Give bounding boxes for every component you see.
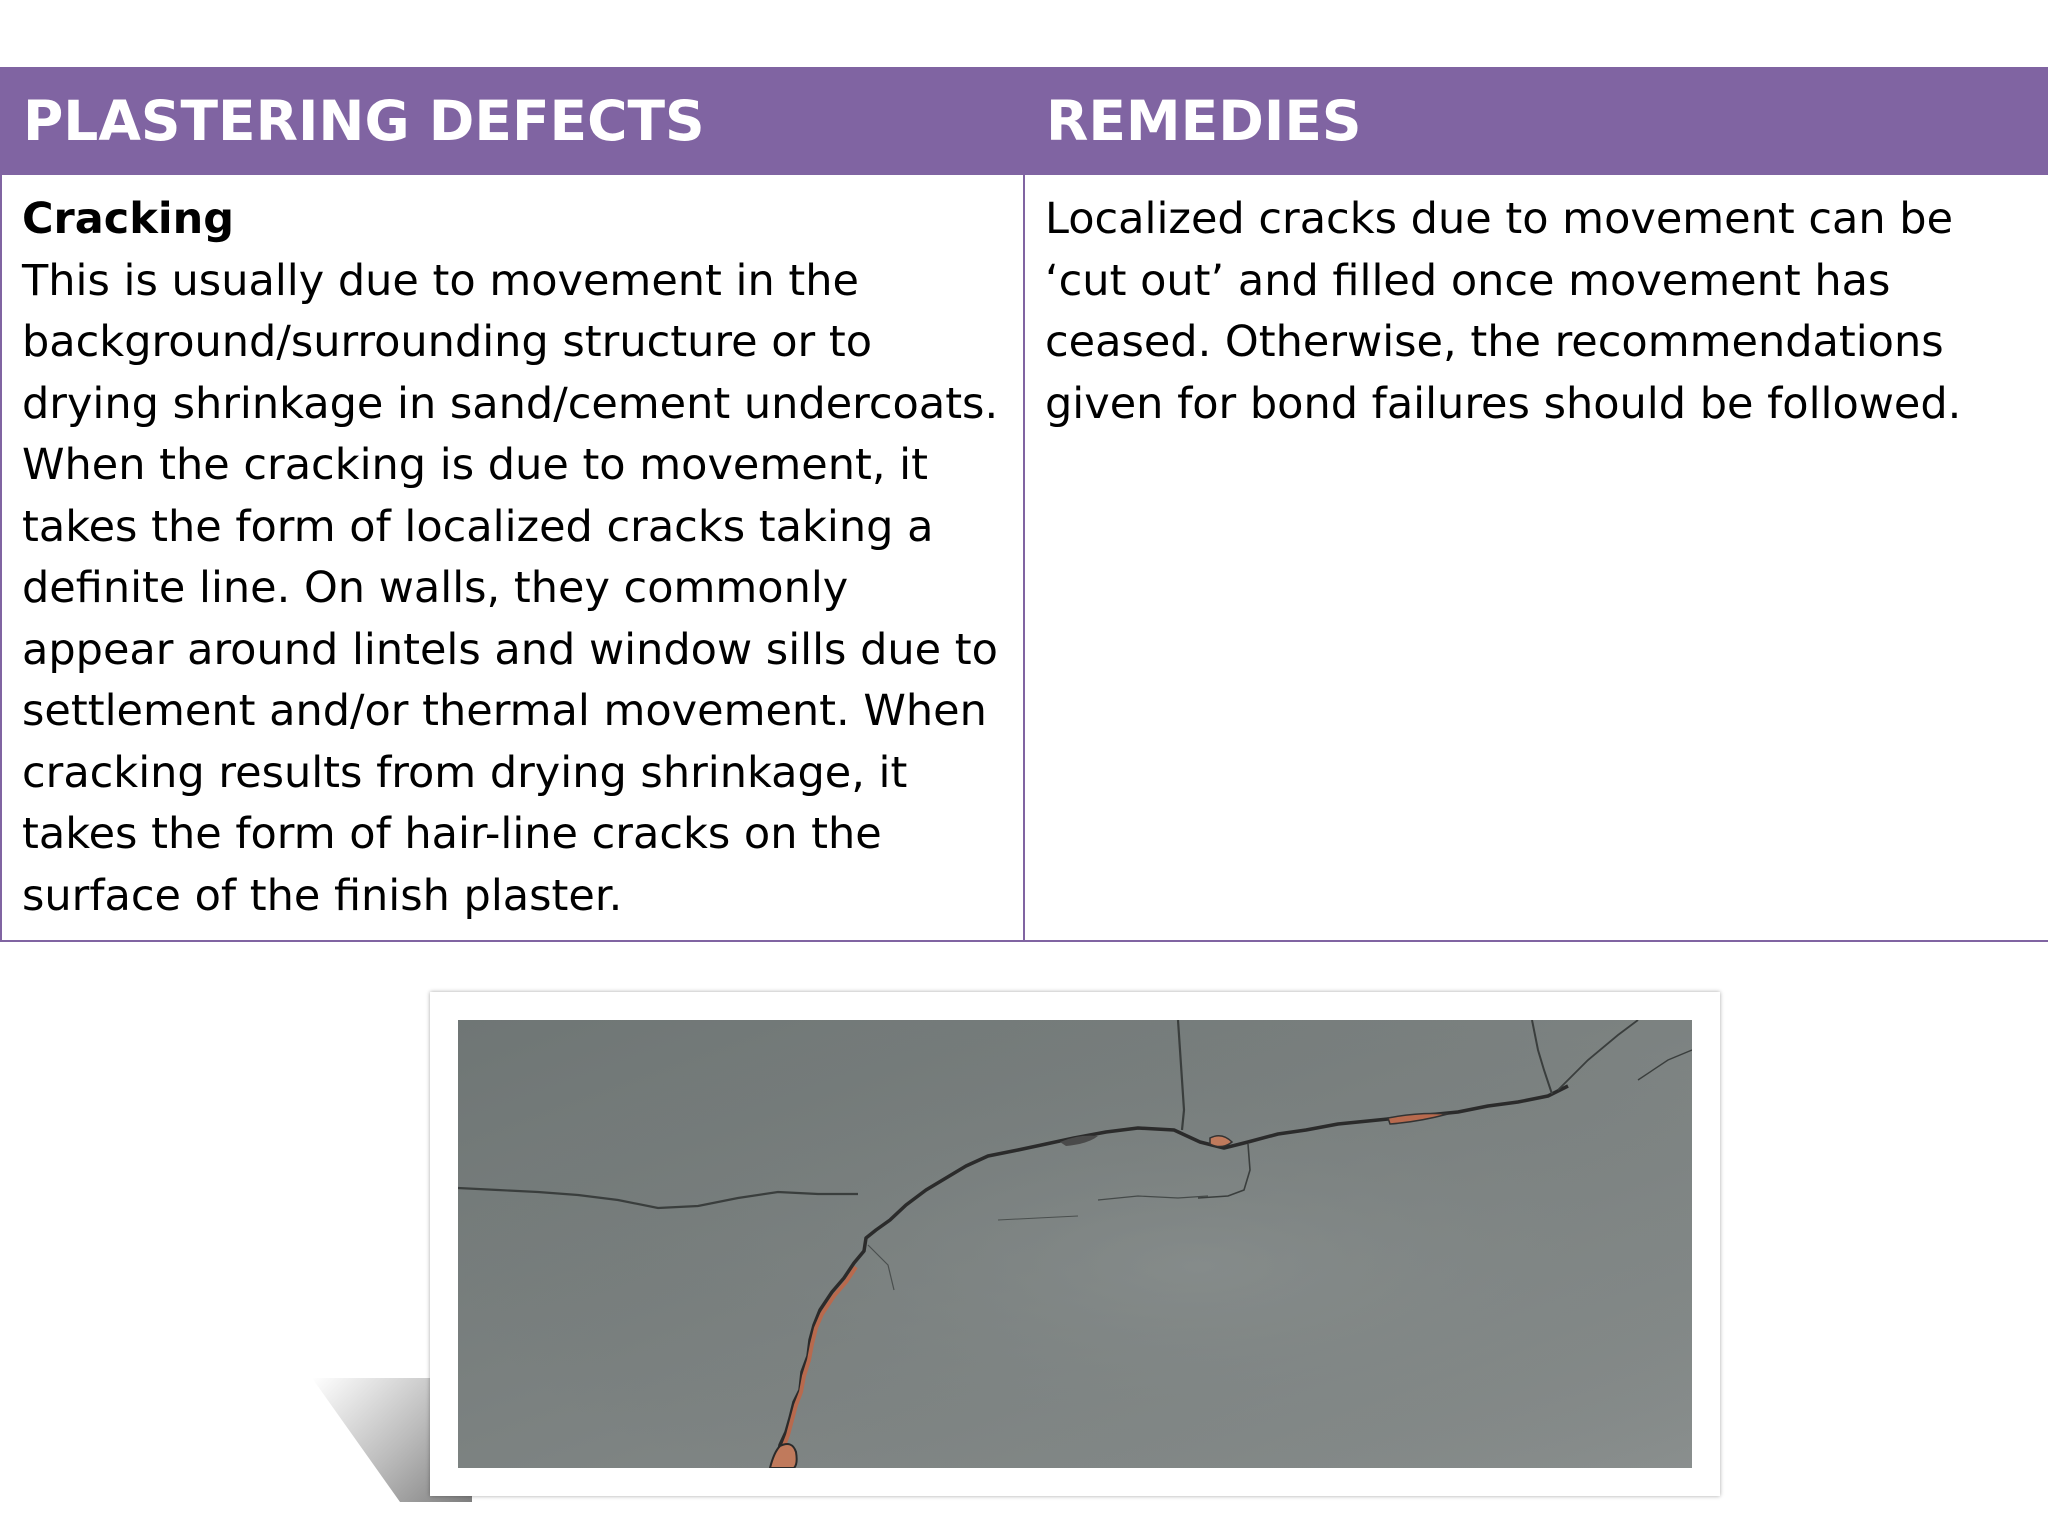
defect-description: This is usually due to movement in the background/surrounding structure or to drying shrinkage in sand/cement undercoats. When the cracking is due to movement, it takes the form of localized cracks taking a definite line. On walls, they commonly appear around lintels and window sills due to settlement and/or thermal movement. When cracking results from drying shrinkage, it takes the form of hair-line cracks on the surface of the finish plaster.: [22, 255, 999, 921]
table-row: [1, 174, 2048, 941]
table-header-row: [1, 68, 2048, 174]
remedy-description: Localized cracks due to movement can be ‘cut out’ and filled once movement has ceased. Otherwise, the recommendations given for bond failures should be followed.: [1045, 194, 1962, 429]
header-remedies: REMEDIES: [1024, 68, 2048, 174]
defects-table: [0, 67, 2048, 942]
cracked-wall-photo: [458, 1020, 1692, 1468]
header-plastering-defects: PLASTERING DEFECTS: [1, 68, 1024, 174]
defect-cell: [1, 174, 1024, 941]
photo-frame: [430, 992, 1720, 1496]
remedy-cell: [1024, 174, 2048, 941]
defect-title: Cracking: [22, 194, 234, 244]
